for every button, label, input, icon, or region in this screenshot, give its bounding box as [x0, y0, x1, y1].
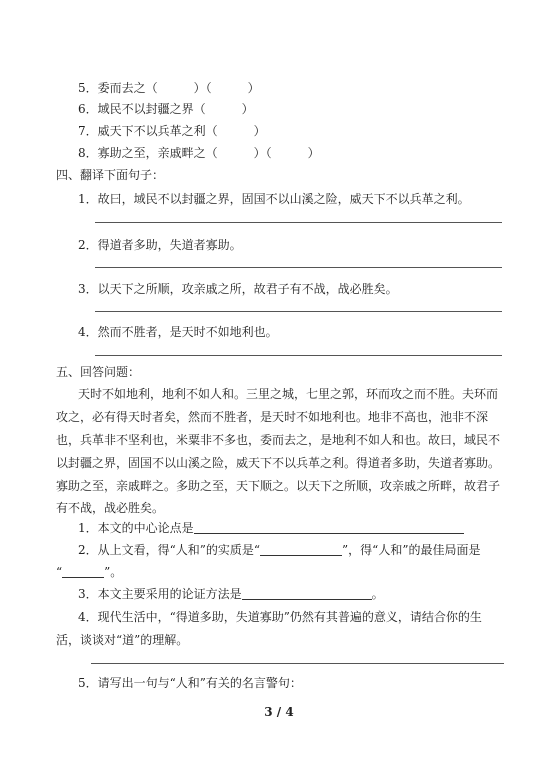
question-7: 7．威天下不以兵革之利（ ） — [78, 124, 266, 138]
argument-method-blank[interactable] — [242, 587, 372, 600]
answer-line-2[interactable] — [95, 267, 502, 268]
answer-question-5: 5．请写出一句与“人和”有关的名言警句： — [78, 676, 302, 690]
answer-question-3 — [78, 585, 384, 603]
section4-heading: 四、翻译下面句子： — [56, 168, 165, 182]
renhe-best-state-blank[interactable] — [62, 565, 104, 578]
answer-line-3[interactable] — [95, 311, 502, 312]
question-8: 8．寡助之至，亲戚畔之（ ）（ ） — [78, 146, 320, 160]
answer-question-3-text: 3．本文主要采用的论证方法是 — [78, 587, 242, 601]
renhe-essence-blank[interactable] — [260, 543, 342, 556]
answer-line-1[interactable] — [95, 222, 502, 223]
translate-item-2: 2．得道者多助，失道者寡助。 — [78, 238, 242, 252]
answer-question-3-end: 。 — [371, 587, 384, 601]
question-5: 5．委而去之（ ）（ ） — [78, 81, 260, 95]
answer-question-1-text: 1．本文的中心论点是 — [78, 521, 194, 535]
passage-line-4: 以封疆之界，固国不以山溪之险，威天下不以兵革之利。得道者多助，失道者寡助。 — [56, 456, 501, 470]
passage-line-2: 攻之，必有得天时者矣，然而不胜者，是天时不如地利也。地非不高也，池非不深 — [56, 410, 489, 424]
passage-line-5: 寡助之至，亲戚畔之。多助之至，天下顺之。以天下之所顺，攻亲戚之所畔，故君子 — [56, 479, 501, 493]
answer-question-4-line-2: 活，谈谈对“道”的理解。 — [56, 633, 189, 647]
translate-item-3: 3．以天下之所顺，攻亲戚之所，故君子有不战，战必胜矣。 — [78, 282, 398, 296]
answer-line-q4[interactable] — [91, 663, 504, 664]
passage-line-6: 有不战，战必胜矣。 — [56, 501, 165, 515]
section5-heading: 五、回答问题： — [56, 365, 141, 379]
question-6: 6．域民不以封疆之界（ ） — [78, 102, 254, 116]
answer-question-4-line-1: 4．现代生活中，“得道多助，失道寡助”仍然有其普遍的意义，请结合你的生 — [78, 610, 482, 624]
answer-question-1 — [78, 519, 464, 537]
central-argument-blank[interactable] — [194, 521, 464, 534]
answer-line-4[interactable] — [95, 355, 502, 356]
translate-item-1: 1．故曰，域民不以封疆之界，固国不以山溪之险，威天下不以兵革之利。 — [78, 192, 470, 206]
answer-question-2-cont — [56, 563, 122, 581]
answer-question-2-text-b: ”，得“人和”的最佳局面是 — [342, 543, 481, 557]
answer-question-2 — [78, 541, 480, 559]
passage-line-1: 天时不如地利，地利不如人和。三里之城，七里之郭，环而攻之而不胜。夫环而 — [78, 387, 499, 401]
translate-item-4: 4．然而不胜者，是天时不如地利也。 — [78, 325, 278, 339]
answer-question-2-text-c: “ — [56, 565, 63, 579]
passage-line-3: 也，兵革非不坚利也，米粟非不多也，委而去之，是地利不如人和也。故曰，域民不 — [56, 433, 501, 447]
page-number: 3 / 4 — [264, 705, 294, 719]
answer-question-2-text-a: 2．从上文看，得“人和”的实质是“ — [78, 543, 261, 557]
answer-question-2-text-d: ”。 — [104, 565, 123, 579]
